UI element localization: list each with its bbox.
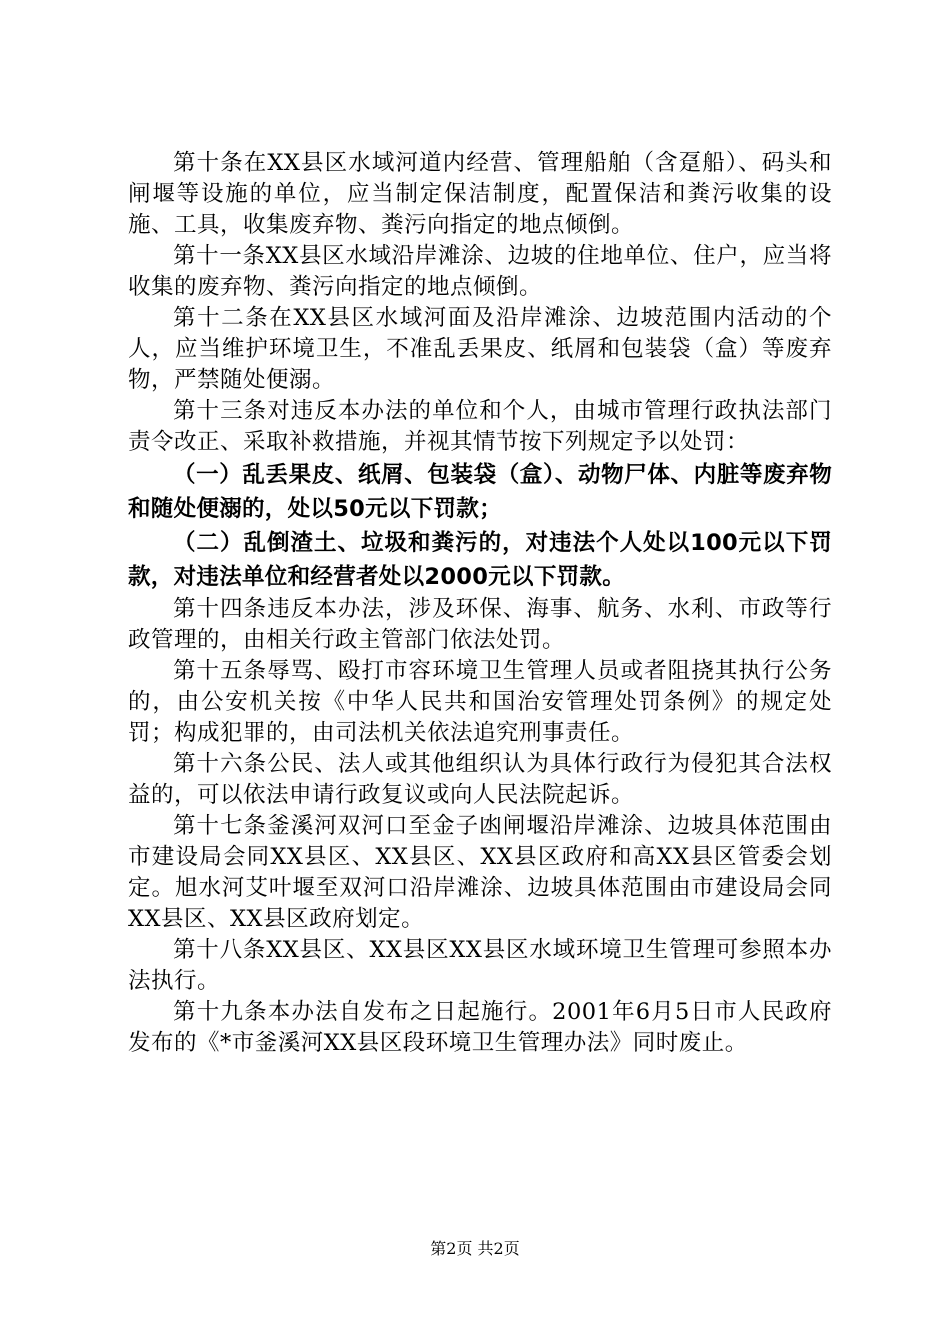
paragraph-article-18: 第十八条XX县区、XX县区XX县区水域环境卫生管理可参照本办法执行。 (128, 937, 832, 994)
document-body (128, 148, 832, 1059)
paragraph-article-11: 第十一条XX县区水域沿岸滩涂、边坡的住地单位、住户，应当将收集的废弃物、粪污向指定的地点倾倒。 (128, 243, 832, 300)
page-footer: 第2页 共2页 (430, 1239, 520, 1258)
paragraph-article-15: 第十五条辱骂、殴打市容环境卫生管理人员或者阻挠其执行公务的，由公安机关按《中华人民共和国治安管理处罚条例》的规定处罚；构成犯罪的，由司法机关依法追究刑事责任。 (128, 658, 832, 746)
paragraph-article-19: 第十九条本办法自发布之日起施行。2001年6月5日市人民政府发布的《*市釜溪河XX县区段环境卫生管理办法》同时废止。 (128, 999, 832, 1056)
paragraph-article-12: 第十二条在XX县区水域河面及沿岸滩涂、边坡范围内活动的个人，应当维护环境卫生，不准乱丢果皮、纸屑和包装袋（盒）等废弃物，严禁随处便溺。 (128, 305, 832, 393)
paragraph-item-1: （一）乱丢果皮、纸屑、包装袋（盒）、动物尸体、内脏等废弃物和随处便溺的，处以50元以下罚款； (128, 462, 832, 522)
paragraph-item-2: （二）乱倒渣土、垃圾和粪污的，对违法个人处以100元以下罚款，对违法单位和经营者处以2000元以下罚款。 (128, 530, 832, 590)
paragraph-article-13: 第十三条对违反本办法的单位和个人，由城市管理行政执法部门责令改正、采取补救措施，并视其情节按下列规定予以处罚： (128, 398, 832, 455)
paragraph-article-14: 第十四条违反本办法，涉及环保、海事、航务、水利、市政等行政管理的，由相关行政主管部门依法处罚。 (128, 596, 832, 653)
paragraph-article-17: 第十七条釜溪河双河口至金子凼闸堰沿岸滩涂、边坡具体范围由市建设局会同XX县区、XX县区、XX县区政府和高XX县区管委会划定。旭水河艾叶堰至双河口沿岸滩涂、边坡具体范围由市建设局会同XX县区、XX县区政府划定。 (128, 813, 832, 932)
paragraph-article-10: 第十条在XX县区水域河道内经营、管理船舶（含趸船）、码头和闸堰等设施的单位，应当制定保洁制度，配置保洁和粪污收集的设施、工具，收集废弃物、粪污向指定的地点倾倒。 (128, 150, 832, 238)
paragraph-article-16: 第十六条公民、法人或其他组织认为具体行政行为侵犯其合法权益的，可以依法申请行政复议或向人民法院起诉。 (128, 751, 832, 808)
